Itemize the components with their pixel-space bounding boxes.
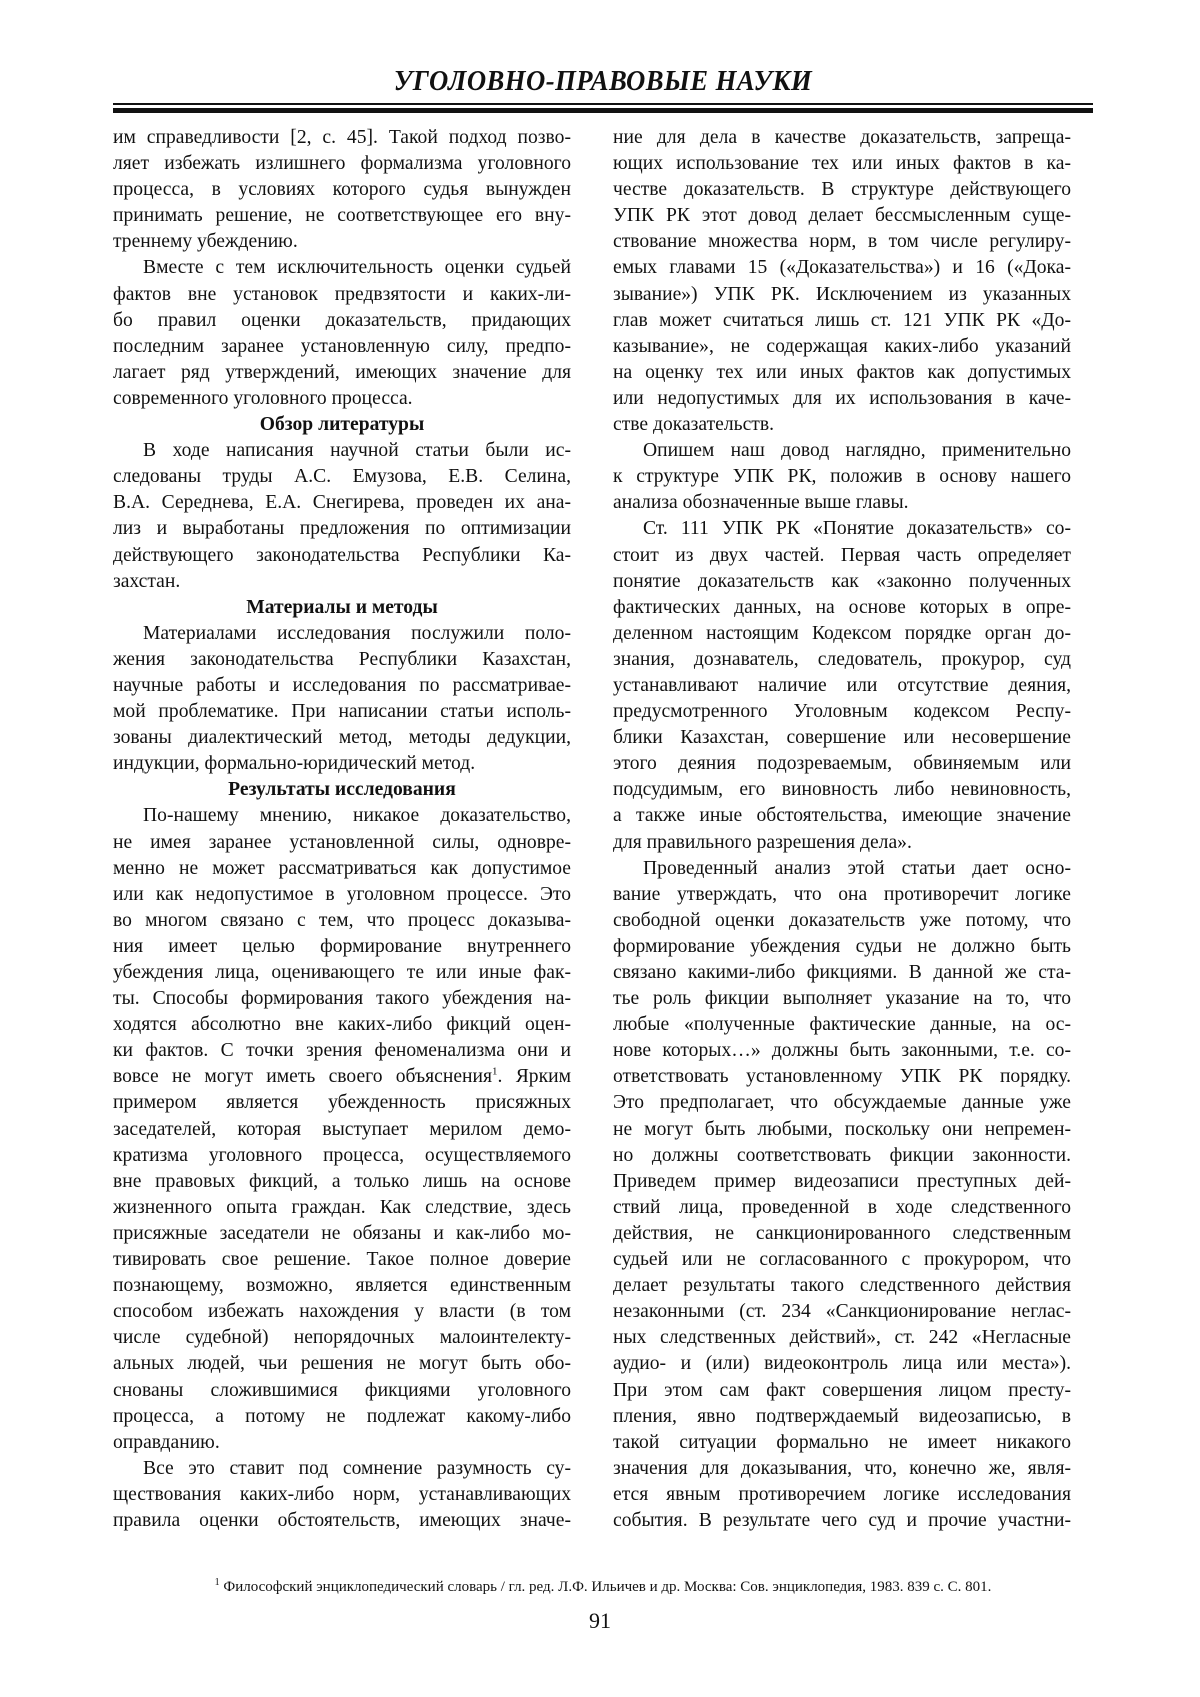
- text-line: нове которых…» должны быть законными, т.е. со-: [613, 1040, 1071, 1062]
- header-rule-thin: [113, 103, 1093, 105]
- text-line: Опишем наш довод наглядно, применительно: [643, 440, 1071, 462]
- text-line: формирование убеждения судьи не должно быть: [613, 935, 1071, 957]
- text-line: По-нашему мнению, никакое доказательство,: [143, 805, 571, 827]
- text-line: треннему убеждению.: [113, 231, 298, 253]
- text-line: фактов вне установок предвзятости и каких-ли-: [113, 283, 571, 305]
- text-line: им справедливости [2, с. 45]. Такой подход позво-: [113, 127, 571, 148]
- text-line: В.А. Середнева, Е.А. Снегирева, проведен их ана-: [113, 492, 571, 514]
- text-line: оправданию.: [113, 1431, 220, 1453]
- text-line: стве доказательств.: [613, 414, 774, 436]
- text-line: действия, не санкционированного следственным: [613, 1222, 1071, 1244]
- text-line: но должны соответствовать фикции законности.: [613, 1144, 1071, 1166]
- text-line: действующего законодательства Республики Ка-: [113, 544, 571, 566]
- text-line: предусмотренного Уголовным кодексом Респу-: [613, 701, 1071, 723]
- text-line: процесса, в условиях которого судья вынужден: [113, 179, 571, 201]
- text-line: индукции, формально-юридический метод.: [113, 753, 476, 775]
- text-line: судьей или не согласованного с прокурором, что: [613, 1249, 1071, 1271]
- text-line: ется явным противоречием логике исследования: [613, 1483, 1071, 1505]
- footnote-text: Философский энциклопедический словарь / гл. ред. Л.Ф. Ильичев и др. Москва: Сов. энциклопедия, 1983. 839 с. С. 801.: [219, 1579, 992, 1595]
- text-line: свободной оценки доказательств уже потому, что: [613, 909, 1071, 931]
- text-line: лиз и выработаны предложения по оптимизации: [113, 518, 571, 540]
- text-line: последним заранее установленную силу, предпо-: [113, 335, 571, 357]
- text-line: следованы труды А.С. Емузова, Е.В. Селина,: [113, 466, 571, 488]
- text-line: снованы сложившимися фикциями уголовного: [113, 1379, 571, 1401]
- text-line: мой проблематике. При написании статьи исполь-: [113, 701, 571, 723]
- text-line: научные работы и исследования по рассматривае-: [113, 674, 571, 696]
- text-line: ющих использование тех или иных фактов в ка-: [613, 153, 1071, 175]
- text-line: а также иные обстоятельства, имеющие значение: [613, 805, 1071, 827]
- text-line: жения законодательства Республики Казахстан,: [113, 648, 571, 670]
- text-line: Проведенный анализ этой статьи дает осно-: [643, 857, 1071, 879]
- text-line: емых главами 15 («Доказательства») и 16 («Дока-: [613, 257, 1071, 279]
- text-line: жизненного опыта граждан. Как следствие, здесь: [113, 1196, 571, 1218]
- text-line: любые «полученные фактические данные, на ос-: [613, 1014, 1071, 1036]
- text-line: В ходе написания научной статьи были ис-: [143, 440, 571, 462]
- text-line: Вместе с тем исключительность оценки судьей: [143, 257, 571, 279]
- text-line: бо правил оценки доказательств, придающих: [113, 309, 571, 331]
- left-text-column: [113, 125, 571, 1534]
- text-line: ляет избежать излишнего формализма уголовного: [113, 153, 571, 175]
- text-line: Приведем пример видеозаписи преступных дей-: [613, 1170, 1071, 1192]
- text-line: события. В результате чего суд и прочие участни-: [613, 1509, 1071, 1531]
- text-line: на оценку тех или иных фактов как допустимых: [613, 361, 1071, 383]
- text-line: не могут быть любыми, поскольку они непремен-: [613, 1118, 1071, 1140]
- text-line: для правильного разрешения дела».: [613, 831, 912, 853]
- text-line: устанавливают наличие или отсутствие деяния,: [613, 674, 1071, 696]
- text-line: убеждения лица, оценивающего те или иные фак-: [113, 962, 571, 983]
- text-line: Все это ставит под сомнение разумность су-: [143, 1457, 571, 1479]
- text-line: Это предполагает, что обсуждаемые данные уже: [613, 1092, 1071, 1114]
- text-line: или недопустимых для их использования в каче-: [613, 387, 1071, 409]
- text-fragment: вовсе не могут иметь своего объяснения: [113, 1066, 493, 1088]
- text-line: познающему, возможно, является единственным: [113, 1275, 571, 1297]
- text-line: вание утверждать, что она противоречит логике: [613, 883, 1071, 905]
- text-line: зованы диалектический метод, методы дедукции,: [113, 727, 571, 749]
- text-line: ответствовать установленному УПК РК порядку.: [613, 1066, 1071, 1088]
- text-line: этого деяния подозреваемым, обвиняемым или: [613, 753, 1071, 775]
- text-fragment: . Ярким: [497, 1066, 571, 1088]
- text-line: При этом сам факт совершения лицом престу-: [613, 1379, 1071, 1401]
- footnote-marker: 1: [214, 1577, 220, 1588]
- text-line: ты. Способы формирования такого убеждения на-: [113, 988, 571, 1010]
- text-line: связано какими-либо фикциями. В данной же ста-: [613, 962, 1071, 983]
- text-line: менно не может рассматриваться как допустимое: [113, 857, 571, 879]
- text-line: или как недопустимое в уголовном процессе. Это: [113, 883, 571, 905]
- text-line: ствование множества норм, в том числе регулиру-: [613, 231, 1071, 253]
- text-line: ки фактов. С точки зрения феноменализма они и: [113, 1040, 571, 1062]
- text-line: процесса, а потому не подлежат какому-либо: [113, 1405, 571, 1427]
- text-line: делает результаты такого следственного действия: [613, 1275, 1071, 1297]
- text-line: ных следственных действий», ст. 242 «Негласные: [613, 1327, 1071, 1349]
- text-line: альных людей, чьи решения не могут быть обо-: [113, 1353, 571, 1375]
- text-line: тивировать свое решение. Такое полное доверие: [113, 1249, 571, 1271]
- text-line: пления, явно подтверждаемый видеозаписью, в: [613, 1405, 1071, 1427]
- text-line: заседателей, которая выступает мерилом демо-: [113, 1118, 571, 1140]
- text-line: подсудимым, его виновность либо невиновность,: [613, 779, 1071, 801]
- text-line: понятие доказательств как «законно полученных: [613, 570, 1071, 592]
- text-line: современного уголовного процесса.: [113, 387, 413, 409]
- text-line: к структуре УПК РК, положив в основу нашего: [613, 466, 1071, 488]
- text-line: честве доказательств. В структуре действующего: [613, 179, 1071, 201]
- text-line: принимать решение, не соответствующее его вну-: [113, 205, 571, 227]
- text-line: кратизма уголовного процесса, осуществляемого: [113, 1144, 571, 1166]
- footnote-reference[interactable]: 1: [492, 1065, 498, 1078]
- text-line: ществования каких-либо норм, устанавливающих: [113, 1483, 571, 1505]
- running-title: УГОЛОВНО-ПРАВОВЫЕ НАУКИ: [393, 65, 813, 97]
- text-line: анализа обозначенные выше главы.: [613, 492, 909, 514]
- text-line: числе судебной) непорядочных малоинтелекту-: [113, 1327, 571, 1349]
- page-number: 91: [589, 1608, 611, 1633]
- text-line: способом избежать нахождения у власти (в том: [113, 1301, 571, 1323]
- text-line: блики Казахстан, совершение или несовершение: [613, 727, 1071, 749]
- text-line: примером является убежденность присяжных: [113, 1092, 571, 1114]
- text-line: глав может считаться лишь ст. 121 УПК РК «До-: [613, 309, 1071, 331]
- text-line: присяжные заседатели не обязаны и как-либо мо-: [113, 1222, 571, 1244]
- text-line: захстан.: [113, 570, 181, 592]
- text-line: во многом связано с тем, что процесс доказыва-: [113, 909, 571, 931]
- text-line: Материалами исследования послужили поло-: [143, 622, 571, 644]
- text-line: фактических данных, на основе которых в опре-: [613, 596, 1071, 618]
- text-line: незаконными (ст. 234 «Санкционирование неглас-: [613, 1301, 1071, 1323]
- text-line: лагает ряд утверждений, имеющих значение для: [113, 361, 571, 383]
- section-heading: Обзор литературы: [259, 414, 425, 436]
- text-line: зывание») УПК РК. Исключением из указанных: [613, 283, 1071, 305]
- text-line: правила оценки обстоятельств, имеющих значе-: [113, 1509, 571, 1531]
- text-line: не имея заранее установленной силы, одновре-: [113, 831, 571, 853]
- text-line: Ст. 111 УПК РК «Понятие доказательств» со-: [643, 518, 1071, 540]
- text-line: значения для доказывания, что, конечно же, явля-: [613, 1457, 1071, 1479]
- text-line: тье роль фикции выполняет указание на то, что: [613, 988, 1071, 1010]
- text-line: казывание», не содержащая каких-либо указаний: [613, 335, 1071, 357]
- text-line: ния имеет целью формирование внутреннего: [113, 935, 571, 957]
- text-line: аудио- и (или) видеоконтроль лица или места»).: [613, 1353, 1071, 1375]
- footnote: [113, 1577, 1093, 1597]
- text-line: деленном настоящим Кодексом порядке орган до-: [613, 622, 1071, 644]
- text-line: такой ситуации формально не имеет никакого: [613, 1431, 1071, 1453]
- header-rule-thick: [113, 108, 1093, 113]
- section-heading: Материалы и методы: [246, 596, 438, 618]
- text-line: [113, 1064, 571, 1090]
- section-heading: Результаты исследования: [228, 779, 456, 801]
- text-line: ходятся абсолютно вне каких-либо фикций оцен-: [113, 1014, 571, 1036]
- text-line: стоит из двух частей. Первая часть определяет: [613, 544, 1071, 566]
- text-line: знания, дознаватель, следователь, прокурор, суд: [613, 648, 1071, 670]
- right-text-column: [613, 125, 1071, 1534]
- text-line: вне правовых фикций, а только лишь на основе: [113, 1170, 571, 1192]
- text-line: УПК РК этот довод делает бессмысленным суще-: [613, 205, 1071, 227]
- text-line: ствий лица, проведенной в ходе следственного: [613, 1196, 1071, 1218]
- text-line: ние для дела в качестве доказательств, запреща-: [613, 127, 1071, 148]
